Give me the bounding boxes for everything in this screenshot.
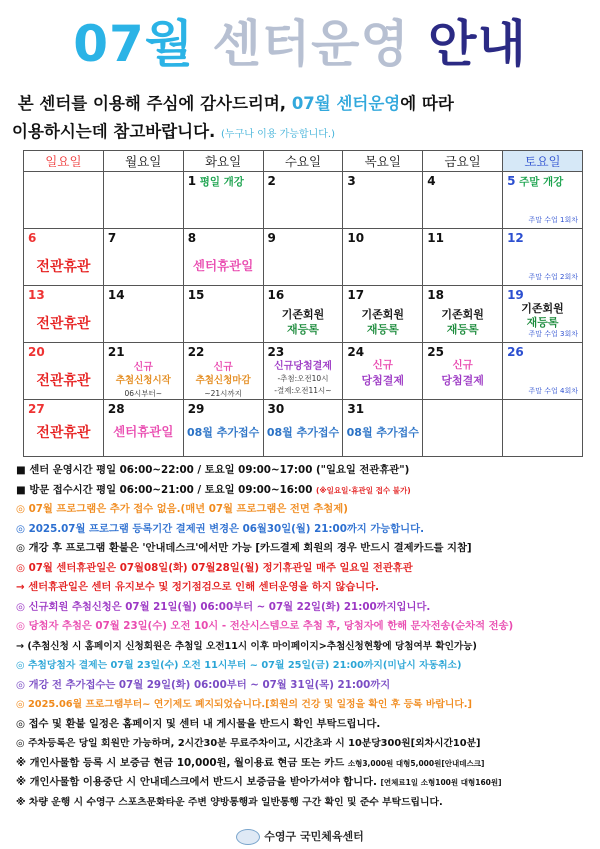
- day-number: 1: [187, 174, 197, 188]
- info-line: [16, 578, 596, 598]
- event-re-register: 재등록: [526, 316, 559, 329]
- day-number: 16: [267, 288, 285, 302]
- day-number: 21: [107, 345, 125, 359]
- day-number: 26: [507, 345, 524, 359]
- header-wed: 수요일: [263, 151, 343, 172]
- intro-text: [12, 90, 597, 149]
- event-lottery-start: 추첨신청시작: [115, 375, 171, 386]
- calendar-week-3: [24, 286, 583, 343]
- day-number: 28: [107, 402, 125, 416]
- event-weekday-start: 평일 개강: [199, 176, 244, 188]
- day-cell: [24, 400, 104, 457]
- day-cell: [503, 229, 583, 286]
- day-number: 30: [267, 402, 285, 416]
- day-cell: [423, 400, 503, 457]
- day-cell: [103, 229, 183, 286]
- info-text: ◎ 개강 후 프로그램 환불은 '안내데스크'에서만 가능 [카드결제 회원의 경우 반드시 결제카드를 지참]: [16, 542, 472, 554]
- info-text: ※ 개인사물함 등록 시 보증금 현금 10,000원, 월이용료 현금 또는 카드: [16, 756, 345, 769]
- info-text: ◎ 당첨자 추첨은 07월 23일(수) 오전 10시 - 전산시스템으로 추첨 후, 당첨자에 한해 문자전송(순차적 전송): [16, 620, 514, 632]
- info-text: ◎ 주차등록은 당일 회원만 가능하며, 2시간30분 무료주차이고, 시간초과 시 10분당300원[외차시간10분]: [16, 738, 481, 749]
- event-extra-registration: 08월 추가접수: [346, 426, 419, 439]
- info-line: [16, 715, 596, 735]
- info-line: [16, 559, 596, 579]
- info-line: [16, 598, 596, 618]
- event-closed: 전관휴관: [36, 373, 91, 389]
- event-new: 신규: [133, 362, 153, 373]
- event-closed: 전관휴관: [36, 259, 91, 275]
- info-line-hours: [16, 461, 596, 481]
- info-text: → 센터휴관일은 센터 유지보수 및 정기점검으로 인해 센터운영을 하지 않습니다.: [16, 581, 380, 593]
- info-text: ◎ 접수 및 환불 일정은 홈페이지 및 센터 내 게시물을 반드시 확인 부탁드립니다.: [16, 717, 381, 730]
- day-cell: [24, 229, 104, 286]
- day-number: 27: [28, 402, 45, 416]
- info-text: ◎ 07월 센터휴관일은 07월08일(화) 07월28일(월) 정기휴관일 매주 일요일 전관휴관: [16, 561, 413, 574]
- day-cell: [343, 172, 423, 229]
- day-cell: [343, 229, 423, 286]
- header-sun: 일요일: [24, 151, 104, 172]
- event-closed: 전관휴관: [36, 425, 91, 441]
- info-line: [16, 656, 596, 676]
- day-number: 14: [107, 288, 125, 302]
- day-cell: [183, 400, 263, 457]
- info-line: [16, 773, 596, 793]
- day-cell: [503, 400, 583, 457]
- event-lottery-start-time: 06시부터~: [124, 389, 163, 398]
- info-line: [16, 793, 596, 813]
- calendar: [23, 150, 583, 457]
- day-number: 20: [28, 345, 45, 359]
- day-cell: [263, 400, 343, 457]
- day-cell: [24, 172, 104, 229]
- event-re-register: 재등록: [366, 323, 399, 336]
- title-middle: 센터운영: [212, 15, 410, 73]
- weekend-class-note: 주말 수업 1회차: [528, 216, 578, 224]
- day-cell: [263, 343, 343, 400]
- day-cell: [263, 172, 343, 229]
- info-line: [16, 734, 596, 754]
- day-number: 9: [267, 231, 276, 245]
- day-cell: [103, 343, 183, 400]
- event-lottery-end: 추첨신청마감: [195, 375, 251, 386]
- info-line: [16, 754, 596, 774]
- day-cell: [343, 400, 423, 457]
- header-tue: 화요일: [183, 151, 263, 172]
- day-number: 3: [347, 174, 356, 188]
- day-number: 18: [427, 288, 444, 302]
- day-cell: [423, 229, 503, 286]
- center-logo-icon: [236, 829, 260, 845]
- day-number: 22: [187, 345, 205, 359]
- info-text: ■ 센터 운영시간 평일 06:00~22:00 / 토요일 09:00~17:00 ("일요일 전관휴관"): [16, 464, 410, 476]
- info-line: [16, 676, 596, 696]
- day-cell: [423, 343, 503, 400]
- event-winner-pay: 당첨결제: [441, 374, 484, 387]
- event-existing-member: 기존회원: [441, 308, 484, 321]
- day-number: 25: [427, 345, 444, 359]
- day-cell: [423, 286, 503, 343]
- day-cell: [263, 286, 343, 343]
- day-cell: [263, 229, 343, 286]
- info-text: ◎ 2025.06월 프로그램부터~ 연기제도 폐지되었습니다.[회원의 건강 및 일정을 확인 후 등록 바랍니다.]: [16, 699, 472, 710]
- weekend-class-note: 주말 수업 4회차: [528, 387, 578, 395]
- day-cell: [24, 286, 104, 343]
- calendar-week-2: [24, 229, 583, 286]
- calendar-header-row: [24, 151, 583, 172]
- event-closed: 전관휴관: [36, 316, 91, 332]
- header-mon: 월요일: [103, 151, 183, 172]
- event-weekend-start: 주말 개강: [519, 176, 564, 188]
- event-winner-pay: 당첨결제: [361, 374, 405, 387]
- day-number: 4: [427, 174, 436, 188]
- day-number: 19: [507, 288, 524, 302]
- day-cell: [183, 172, 263, 229]
- info-text: ※ 차량 운행 시 수영구 스포츠문화타운 주변 양방통행과 일반통행 구간 확인 및 준수 부탁드립니다.: [16, 796, 443, 808]
- event-lottery-end-time: ~21시까지: [204, 389, 242, 398]
- day-number: 13: [28, 288, 45, 302]
- event-pay-time: -결제:오전11시~: [274, 386, 332, 395]
- day-cell: [183, 229, 263, 286]
- info-line: [16, 695, 596, 715]
- calendar-week-5: [24, 400, 583, 457]
- day-number: 5: [507, 174, 516, 188]
- event-new: 신규: [213, 362, 233, 373]
- info-text: ◎ 07월 프로그램은 추가 접수 없음.(매년 07월 프로그램은 전면 추첨제): [16, 503, 348, 515]
- day-number: 8: [187, 231, 197, 245]
- event-new: 신규: [452, 359, 473, 371]
- info-text: ■ 방문 접수시간 평일 06:00~21:00 / 토요일 09:00~16:00: [16, 483, 313, 496]
- header-fri: 금요일: [423, 151, 503, 172]
- info-note: 소형3,000원 대형5,000원[안내데스크]: [347, 758, 485, 768]
- day-number: 15: [187, 288, 205, 302]
- info-note: (※일요일·휴관일 접수 불가): [315, 485, 411, 495]
- info-text: ◎ 추첨당첨자 결제는 07월 23일(수) 오전 11시부터 ~ 07월 25일(금) 21:00까지(미납시 자동취소): [16, 660, 462, 671]
- day-cell: [343, 286, 423, 343]
- event-winner-pay: 신규당첨결제: [273, 361, 332, 372]
- event-lottery-time: -추첨:오전10시: [277, 374, 329, 383]
- intro-note: (누구나 이용 가능합니다.): [221, 129, 335, 140]
- day-number: 6: [28, 231, 37, 245]
- event-existing-member: 기존회원: [281, 308, 325, 321]
- day-number: 11: [427, 231, 444, 245]
- day-number: 7: [107, 231, 117, 245]
- event-existing-member: 기존회원: [361, 308, 405, 321]
- day-number: 10: [347, 231, 365, 245]
- day-cell: [103, 400, 183, 457]
- day-number: 31: [347, 402, 365, 416]
- info-list: [16, 461, 596, 812]
- day-number: 12: [507, 231, 524, 245]
- event-center-rest: 센터휴관일: [192, 258, 254, 273]
- page-title: [0, 6, 600, 82]
- info-line: [16, 617, 596, 637]
- event-center-rest: 센터휴관일: [113, 424, 174, 439]
- info-text: ◎ 2025.07월 프로그램 등록기간 결제권 변경은 06월30일(월) 21:00까지 가능합니다.: [16, 522, 424, 535]
- intro-line2: 이용하시는데 참고바랍니다.: [12, 122, 216, 141]
- day-cell: [24, 343, 104, 400]
- day-cell: [423, 172, 503, 229]
- info-line: [16, 637, 596, 657]
- info-text: ◎ 개강 전 추가접수는 07월 29일(화) 06:00부터 ~ 07월 31일(목) 21:00까지: [16, 678, 391, 691]
- intro-highlight: 07월 센터운영: [291, 94, 401, 113]
- calendar-week-1: [24, 172, 583, 229]
- event-existing-member: 기존회원: [521, 302, 564, 315]
- footer-text: 수영구 국민체육센터: [264, 830, 364, 843]
- event-extra-registration: 08월 추가접수: [266, 426, 340, 439]
- title-month: 07월: [73, 15, 195, 73]
- weekend-class-note: 주말 수업 3회차: [528, 330, 578, 338]
- day-number: 24: [347, 345, 365, 359]
- day-cell: [503, 286, 583, 343]
- event-new: 신규: [372, 359, 393, 371]
- day-cell: [183, 286, 263, 343]
- info-text: ◎ 신규회원 추첨신청은 07월 21일(월) 06:00부터 ~ 07월 22일(화) 21:00까지입니다.: [16, 600, 431, 613]
- footer: [0, 828, 600, 845]
- day-cell: [103, 172, 183, 229]
- event-extra-registration: 08월 추가접수: [186, 426, 260, 439]
- header-sat: 토요일: [503, 151, 583, 172]
- event-re-register: 재등록: [446, 323, 479, 336]
- day-cell: [503, 172, 583, 229]
- weekend-class-note: 주말 수업 2회차: [528, 273, 578, 281]
- day-cell: [343, 343, 423, 400]
- info-note: [연체료1일 소형100원 대형160원]: [380, 778, 502, 787]
- day-number: 17: [347, 288, 365, 302]
- info-text: ※ 개인사물함 이용중단 시 안내데스크에서 반드시 보증금을 받아가셔야 합니다.: [16, 776, 377, 788]
- event-re-register: 재등록: [287, 323, 319, 336]
- info-line: [16, 539, 596, 559]
- info-text: → (추첨신청 시 홈페이지 신청회원은 추첨일 오전11시 이후 마이페이지>추첨신청현황에 당첨여부 확인가능): [16, 640, 477, 652]
- day-number: 23: [267, 345, 285, 359]
- title-end: 안내: [428, 15, 527, 73]
- day-cell: [103, 286, 183, 343]
- intro-line1: 본 센터를 이용해 주심에 감사드리며,: [17, 94, 292, 113]
- header-thu: 목요일: [343, 151, 423, 172]
- day-cell: [183, 343, 263, 400]
- calendar-week-4: [24, 343, 583, 400]
- day-number: 29: [187, 402, 205, 416]
- day-cell: [503, 343, 583, 400]
- intro-line1-end: 에 따라: [400, 94, 454, 113]
- info-line: [16, 520, 596, 540]
- info-line-visit: [16, 481, 596, 501]
- info-line: [16, 500, 596, 520]
- day-number: 2: [267, 174, 276, 188]
